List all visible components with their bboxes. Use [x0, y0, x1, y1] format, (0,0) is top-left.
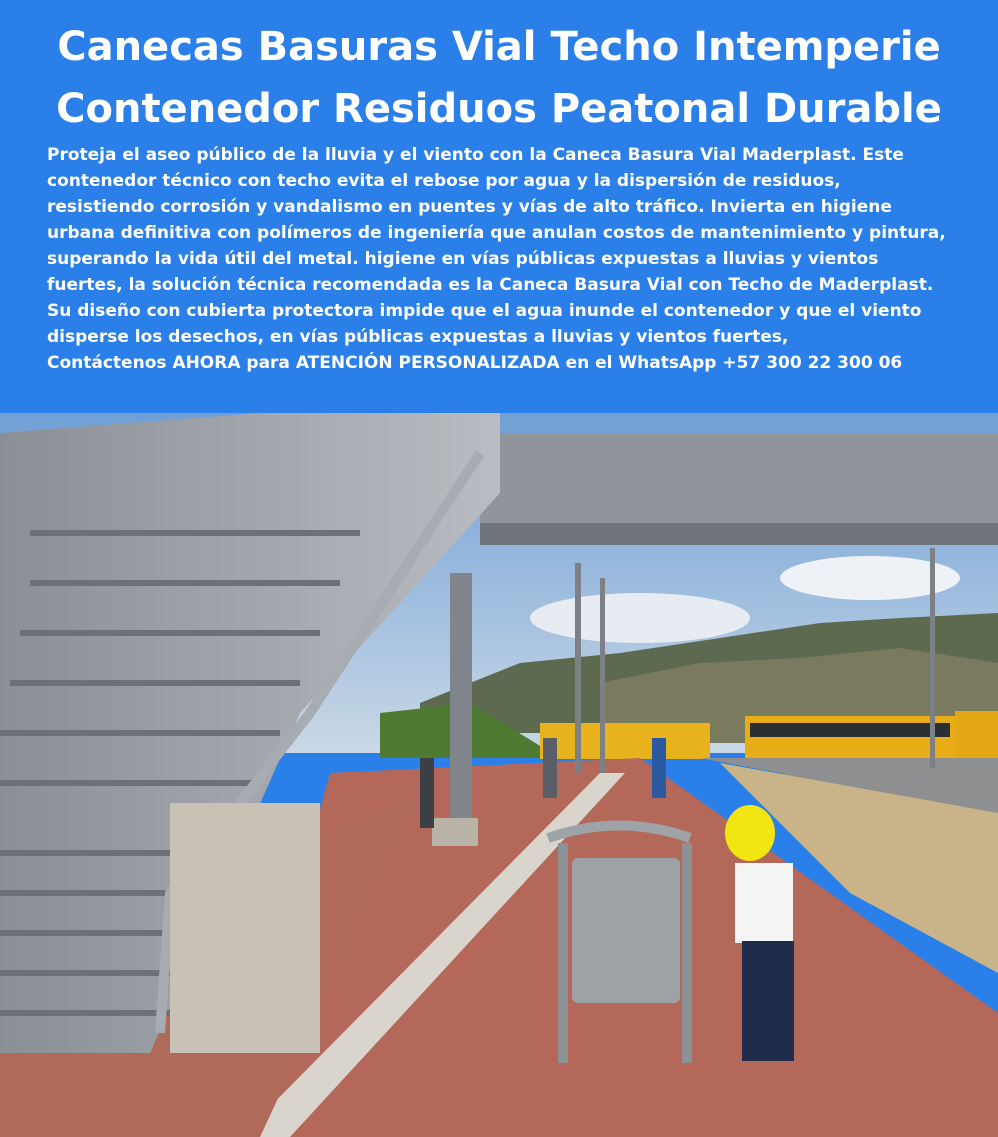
description-line: disperse los desechos, en vías públicas expuestas a lluvias y vientos fuertes, — [47, 327, 789, 347]
pedestrian — [652, 738, 666, 798]
pedestrian — [420, 758, 434, 828]
bin-post — [558, 843, 568, 1063]
bridge-column — [450, 573, 472, 823]
description-line: superando la vida útil del metal. higiene en vías públicas expuestas a lluvias y vientos — [47, 249, 879, 269]
description-line: Su diseño con cubierta protectora impide que el agua inunde el contenedor y que el viento — [47, 301, 922, 321]
contact-line: Contáctenos AHORA para ATENCIÓN PERSONALIZADA en el WhatsApp +57 300 22 300 06 — [47, 353, 903, 373]
child-pants — [742, 941, 794, 1061]
product-photo — [0, 413, 998, 1137]
headline-line-2: Contenedor Residuos Peatonal Durable — [56, 86, 942, 132]
light-pole — [575, 563, 581, 773]
cloud — [530, 593, 750, 643]
column-base — [432, 818, 478, 846]
headline-line-1: Canecas Basuras Vial Techo Intemperie — [57, 24, 941, 70]
child-shirt — [735, 863, 793, 943]
bus-windows — [750, 723, 950, 737]
description-line: urbana definitiva con polímeros de ingeniería que anulan costos de mantenimiento y pintura, — [47, 223, 946, 243]
stair-base — [170, 803, 320, 1053]
description-line: Proteja el aseo público de la lluvia y el viento con la Caneca Basura Vial Maderplast. Este — [47, 145, 904, 165]
description-text — [47, 142, 987, 376]
description-line: resistiendo corrosión y vandalismo en puentes y vías de alto tráfico. Invierta en higiene — [47, 197, 892, 217]
pedestrian — [543, 738, 557, 798]
bridge-deck — [480, 523, 998, 545]
light-pole — [930, 548, 935, 768]
bin-post — [682, 843, 692, 1063]
photo-illustration — [0, 413, 998, 1137]
description-line: contenedor técnico con techo evita el rebose por agua y la dispersión de residuos, — [47, 171, 841, 191]
description-line: fuertes, la solución técnica recomendada es la Caneca Basura Vial con Techo de Maderplast. — [47, 275, 934, 295]
face-cover — [725, 805, 775, 861]
header-banner — [0, 0, 998, 413]
bus — [540, 723, 710, 759]
trash-bin — [572, 858, 680, 1003]
light-pole — [600, 578, 605, 773]
